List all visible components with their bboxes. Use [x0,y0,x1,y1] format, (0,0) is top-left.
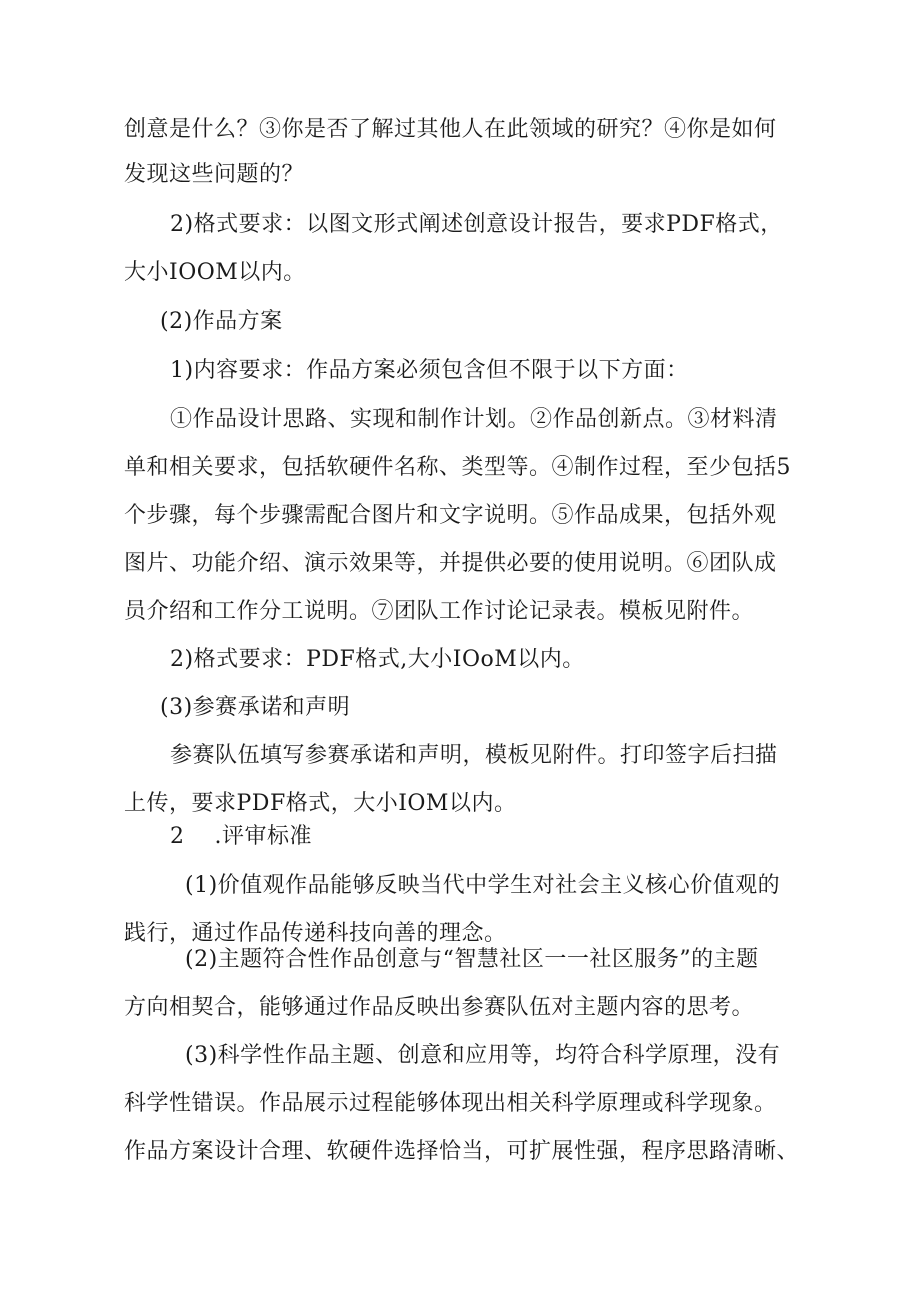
text-line: 上传，要求PDF格式，大小IOM以内。 [124,791,517,816]
text-line: (1)价值观作品能够反映当代中学生对社会主义核心价值观的 [185,873,781,898]
text-line: 科学性错误。作品展示过程能够体现出相关科学原理或科学现象。 [124,1091,777,1116]
text-line: 方向相契合，能够通过作品反映出参赛队伍对主题内容的思考。 [124,995,755,1020]
section-heading: 2 .评审标准 [170,824,312,849]
text-line: (2)主题符合性作品创意与“智慧社区一一社区服务”的主题 [185,947,759,972]
text-line: 个步骤，每个步骤需配合图片和文字说明。⑤作品成果，包括外观 [124,503,777,528]
text-line: 践行，通过作品传递科技向善的理念。 [124,921,507,946]
text-line: 2)格式要求：以图文形式阐述创意设计报告，要求PDF格式， [170,212,783,237]
text-line: 1)内容要求：作品方案必须包含但不限于以下方面： [170,358,689,383]
text-line: 大小IOOM以内。 [124,260,306,285]
text-line: 单和相关要求，包括软硬件名称、类型等。④制作过程，至少包括5 [124,455,791,480]
text-line: (3)科学性作品主题、创意和应用等，均符合科学原理，没有 [185,1043,781,1068]
text-line: 参赛队伍填写参赛承诺和声明，模板见附件。打印签字后扫描 [170,743,778,768]
text-line: 员介绍和工作分工说明。⑦团队工作讨论记录表。模板见附件。 [124,599,755,624]
text-line: 图片、功能介绍、演示效果等，并提供必要的使用说明。⑥团队成 [124,551,777,576]
text-line: 创意是什么？③你是否了解过其他人在此领域的研究？④你是如何 [124,117,777,142]
section-heading: (3)参赛承诺和声明 [160,695,351,720]
text-line: 2)格式要求：PDF格式,大小IOoM以内。 [170,647,585,672]
text-line: 发现这些问题的？ [124,162,305,187]
section-heading: (2)作品方案 [160,309,283,334]
text-line: 作品方案设计合理、软硬件选择恰当，可扩展性强，程序思路清晰、 [124,1139,800,1164]
text-line: ①作品设计思路、实现和制作计划。②作品创新点。③材料清 [170,407,778,432]
